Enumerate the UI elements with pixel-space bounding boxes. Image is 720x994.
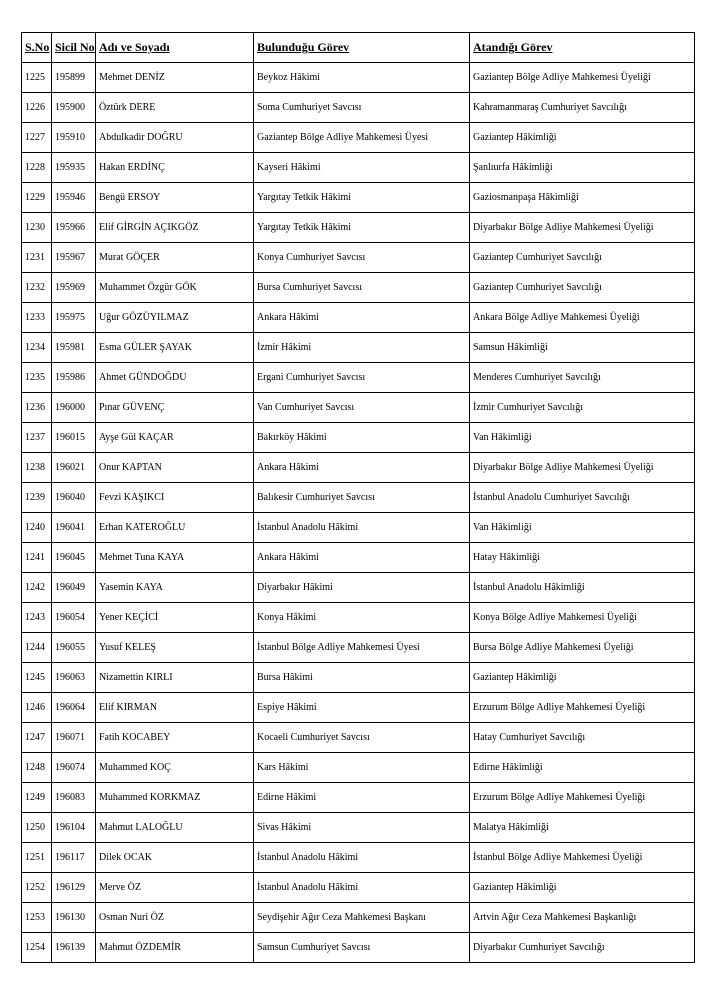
cell-sno: 1248 (22, 753, 52, 783)
cell-sno: 1232 (22, 273, 52, 303)
table-row (22, 123, 695, 153)
cell-name: Ayşe Gül KAÇAR (96, 423, 254, 453)
cell-appointed-post: Van Hâkimliği (470, 423, 695, 453)
header-sno: S.No (22, 33, 52, 63)
table-row (22, 873, 695, 903)
cell-appointed-post: Gaziantep Bölge Adliye Mahkemesi Üyeliği (470, 63, 695, 93)
header-appointed-post: Atandığı Görev (470, 33, 695, 63)
cell-appointed-post: Gaziantep Cumhuriyet Savcılığı (470, 273, 695, 303)
cell-sno: 1235 (22, 363, 52, 393)
table-row (22, 453, 695, 483)
cell-current-post: Samsun Cumhuriyet Savcısı (254, 933, 470, 963)
cell-current-post: İstanbul Anadolu Hâkimi (254, 843, 470, 873)
cell-sno: 1229 (22, 183, 52, 213)
table-row (22, 423, 695, 453)
cell-sno: 1243 (22, 603, 52, 633)
table-row (22, 663, 695, 693)
cell-name: Muhammed KORKMAZ (96, 783, 254, 813)
cell-name: Mehmet DENİZ (96, 63, 254, 93)
cell-sno: 1250 (22, 813, 52, 843)
cell-appointed-post: Erzurum Bölge Adliye Mahkemesi Üyeliği (470, 783, 695, 813)
table-row (22, 213, 695, 243)
cell-current-post: Konya Hâkimi (254, 603, 470, 633)
cell-appointed-post: Kahramanmaraş Cumhuriyet Savcılığı (470, 93, 695, 123)
cell-current-post: Ankara Hâkimi (254, 453, 470, 483)
table-row (22, 393, 695, 423)
cell-current-post: Kayseri Hâkimi (254, 153, 470, 183)
table-row (22, 783, 695, 813)
table-row (22, 813, 695, 843)
cell-current-post: Soma Cumhuriyet Savcısı (254, 93, 470, 123)
cell-current-post: Edirne Hâkimi (254, 783, 470, 813)
cell-sicil-no: 196021 (52, 453, 96, 483)
cell-current-post: Yargıtay Tetkik Hâkimi (254, 183, 470, 213)
cell-current-post: Ankara Hâkimi (254, 303, 470, 333)
cell-sno: 1231 (22, 243, 52, 273)
cell-name: Muhammet Özgür GÖK (96, 273, 254, 303)
table-row (22, 573, 695, 603)
cell-appointed-post: Gaziantep Hâkimliği (470, 123, 695, 153)
cell-current-post: Kars Hâkimi (254, 753, 470, 783)
cell-appointed-post: İstanbul Anadolu Cumhuriyet Savcılığı (470, 483, 695, 513)
cell-sno: 1225 (22, 63, 52, 93)
cell-appointed-post: Diyarbakır Cumhuriyet Savcılığı (470, 933, 695, 963)
cell-sicil-no: 196045 (52, 543, 96, 573)
cell-sicil-no: 195935 (52, 153, 96, 183)
cell-sno: 1234 (22, 333, 52, 363)
cell-current-post: Yargıtay Tetkik Hâkimi (254, 213, 470, 243)
table-row (22, 333, 695, 363)
table-row (22, 153, 695, 183)
cell-appointed-post: İzmir Cumhuriyet Savcılığı (470, 393, 695, 423)
cell-current-post: İstanbul Anadolu Hâkimi (254, 873, 470, 903)
cell-sicil-no: 195975 (52, 303, 96, 333)
cell-sno: 1240 (22, 513, 52, 543)
table-body (22, 63, 695, 963)
cell-sno: 1230 (22, 213, 52, 243)
table-row (22, 693, 695, 723)
cell-sno: 1239 (22, 483, 52, 513)
cell-sicil-no: 195966 (52, 213, 96, 243)
table-row (22, 483, 695, 513)
cell-appointed-post: Hatay Hâkimliği (470, 543, 695, 573)
cell-name: Elif KIRMAN (96, 693, 254, 723)
appointments-table (21, 32, 695, 963)
cell-appointed-post: Gaziantep Hâkimliği (470, 873, 695, 903)
cell-name: Yusuf KELEŞ (96, 633, 254, 663)
cell-name: Murat GÖÇER (96, 243, 254, 273)
cell-sno: 1247 (22, 723, 52, 753)
cell-sicil-no: 195910 (52, 123, 96, 153)
table-row (22, 273, 695, 303)
cell-name: Bengü ERSOY (96, 183, 254, 213)
cell-current-post: Diyarbakır Hâkimi (254, 573, 470, 603)
cell-name: Mahmut ÖZDEMİR (96, 933, 254, 963)
cell-appointed-post: Diyarbakır Bölge Adliye Mahkemesi Üyeliği (470, 213, 695, 243)
cell-sno: 1227 (22, 123, 52, 153)
cell-name: Esma GÜLER ŞAYAK (96, 333, 254, 363)
cell-sicil-no: 196041 (52, 513, 96, 543)
table-row (22, 843, 695, 873)
table-header-row (22, 33, 695, 63)
cell-current-post: Kocaeli Cumhuriyet Savcısı (254, 723, 470, 753)
cell-sicil-no: 196040 (52, 483, 96, 513)
cell-sicil-no: 196139 (52, 933, 96, 963)
cell-appointed-post: İstanbul Anadolu Hâkimliği (470, 573, 695, 603)
cell-sicil-no: 196015 (52, 423, 96, 453)
cell-appointed-post: Artvin Ağır Ceza Mahkemesi Başkanlığı (470, 903, 695, 933)
cell-current-post: Espiye Hâkimi (254, 693, 470, 723)
header-name: Adı ve Soyadı (96, 33, 254, 63)
cell-current-post: Beykoz Hâkimi (254, 63, 470, 93)
cell-current-post: Bursa Cumhuriyet Savcısı (254, 273, 470, 303)
cell-sicil-no: 196049 (52, 573, 96, 603)
cell-sno: 1237 (22, 423, 52, 453)
cell-appointed-post: Hatay Cumhuriyet Savcılığı (470, 723, 695, 753)
cell-sicil-no: 196000 (52, 393, 96, 423)
cell-sno: 1228 (22, 153, 52, 183)
cell-name: Dilek OCAK (96, 843, 254, 873)
cell-sicil-no: 195986 (52, 363, 96, 393)
cell-name: Merve ÖZ (96, 873, 254, 903)
cell-name: Pınar GÜVENÇ (96, 393, 254, 423)
cell-name: Fatih KOCABEY (96, 723, 254, 753)
cell-name: Muhammed KOÇ (96, 753, 254, 783)
cell-current-post: İzmir Hâkimi (254, 333, 470, 363)
cell-sicil-no: 196129 (52, 873, 96, 903)
cell-sicil-no: 196055 (52, 633, 96, 663)
cell-sno: 1246 (22, 693, 52, 723)
cell-current-post: Ankara Hâkimi (254, 543, 470, 573)
cell-appointed-post: Malatya Hâkimliği (470, 813, 695, 843)
table-row (22, 303, 695, 333)
cell-name: Yener KEÇİCİ (96, 603, 254, 633)
cell-name: Hakan ERDİNÇ (96, 153, 254, 183)
cell-name: Mahmut LALOĞLU (96, 813, 254, 843)
cell-sicil-no: 195900 (52, 93, 96, 123)
cell-current-post: Ergani Cumhuriyet Savcısı (254, 363, 470, 393)
cell-appointed-post: Edirne Hâkimliği (470, 753, 695, 783)
cell-name: Ahmet GÜNDOĞDU (96, 363, 254, 393)
cell-appointed-post: Konya Bölge Adliye Mahkemesi Üyeliği (470, 603, 695, 633)
table-row (22, 603, 695, 633)
table-row (22, 243, 695, 273)
table-row (22, 753, 695, 783)
cell-sicil-no: 196083 (52, 783, 96, 813)
cell-current-post: Bakırköy Hâkimi (254, 423, 470, 453)
cell-current-post: Bursa Hâkimi (254, 663, 470, 693)
cell-sno: 1254 (22, 933, 52, 963)
cell-appointed-post: Ankara Bölge Adliye Mahkemesi Üyeliği (470, 303, 695, 333)
cell-sicil-no: 196104 (52, 813, 96, 843)
cell-name: Osman Nuri ÖZ (96, 903, 254, 933)
cell-appointed-post: Bursa Bölge Adliye Mahkemesi Üyeliği (470, 633, 695, 663)
cell-appointed-post: İstanbul Bölge Adliye Mahkemesi Üyeliği (470, 843, 695, 873)
cell-sno: 1236 (22, 393, 52, 423)
cell-sno: 1252 (22, 873, 52, 903)
cell-sicil-no: 195899 (52, 63, 96, 93)
table-row (22, 513, 695, 543)
cell-current-post: Balıkesir Cumhuriyet Savcısı (254, 483, 470, 513)
table-row (22, 723, 695, 753)
cell-current-post: Sivas Hâkimi (254, 813, 470, 843)
table-row (22, 903, 695, 933)
cell-name: Abdulkadir DOĞRU (96, 123, 254, 153)
cell-appointed-post: Samsun Hâkimliği (470, 333, 695, 363)
cell-appointed-post: Menderes Cumhuriyet Savcılığı (470, 363, 695, 393)
table-row (22, 63, 695, 93)
cell-sicil-no: 196130 (52, 903, 96, 933)
cell-sno: 1245 (22, 663, 52, 693)
cell-current-post: İstanbul Bölge Adliye Mahkemesi Üyesi (254, 633, 470, 663)
cell-appointed-post: Gaziantep Hâkimliği (470, 663, 695, 693)
cell-sno: 1238 (22, 453, 52, 483)
header-current-post: Bulunduğu Görev (254, 33, 470, 63)
cell-sno: 1241 (22, 543, 52, 573)
cell-sicil-no: 195981 (52, 333, 96, 363)
cell-current-post: Van Cumhuriyet Savcısı (254, 393, 470, 423)
cell-sicil-no: 195969 (52, 273, 96, 303)
cell-current-post: Seydişehir Ağır Ceza Mahkemesi Başkanı (254, 903, 470, 933)
cell-appointed-post: Gaziantep Cumhuriyet Savcılığı (470, 243, 695, 273)
cell-sno: 1249 (22, 783, 52, 813)
cell-current-post: İstanbul Anadolu Hâkimi (254, 513, 470, 543)
cell-sno: 1244 (22, 633, 52, 663)
table-row (22, 183, 695, 213)
cell-sicil-no: 195946 (52, 183, 96, 213)
cell-sicil-no: 195967 (52, 243, 96, 273)
table-row (22, 93, 695, 123)
cell-appointed-post: Gaziosmanpaşa Hâkimliği (470, 183, 695, 213)
cell-name: Nizamettin KIRLI (96, 663, 254, 693)
cell-name: Erhan KATEROĞLU (96, 513, 254, 543)
cell-sno: 1233 (22, 303, 52, 333)
table-row (22, 543, 695, 573)
cell-sno: 1253 (22, 903, 52, 933)
table-row (22, 363, 695, 393)
cell-appointed-post: Van Hâkimliği (470, 513, 695, 543)
cell-sicil-no: 196064 (52, 693, 96, 723)
cell-appointed-post: Şanlıurfa Hâkimliği (470, 153, 695, 183)
header-sicil-no: Sicil No (52, 33, 96, 63)
cell-name: Fevzi KAŞIKCI (96, 483, 254, 513)
cell-sicil-no: 196054 (52, 603, 96, 633)
cell-sicil-no: 196117 (52, 843, 96, 873)
cell-appointed-post: Erzurum Bölge Adliye Mahkemesi Üyeliği (470, 693, 695, 723)
cell-name: Mehmet Tuna KAYA (96, 543, 254, 573)
cell-sicil-no: 196063 (52, 663, 96, 693)
cell-sicil-no: 196074 (52, 753, 96, 783)
cell-current-post: Konya Cumhuriyet Savcısı (254, 243, 470, 273)
cell-sno: 1226 (22, 93, 52, 123)
cell-name: Uğur GÖZÜYILMAZ (96, 303, 254, 333)
cell-current-post: Gaziantep Bölge Adliye Mahkemesi Üyesi (254, 123, 470, 153)
cell-appointed-post: Diyarbakır Bölge Adliye Mahkemesi Üyeliği (470, 453, 695, 483)
cell-sicil-no: 196071 (52, 723, 96, 753)
table-row (22, 633, 695, 663)
cell-name: Elif GİRGİN AÇIKGÖZ (96, 213, 254, 243)
cell-sno: 1242 (22, 573, 52, 603)
cell-sno: 1251 (22, 843, 52, 873)
cell-name: Yasemin KAYA (96, 573, 254, 603)
table-row (22, 933, 695, 963)
cell-name: Öztürk DERE (96, 93, 254, 123)
cell-name: Onur KAPTAN (96, 453, 254, 483)
